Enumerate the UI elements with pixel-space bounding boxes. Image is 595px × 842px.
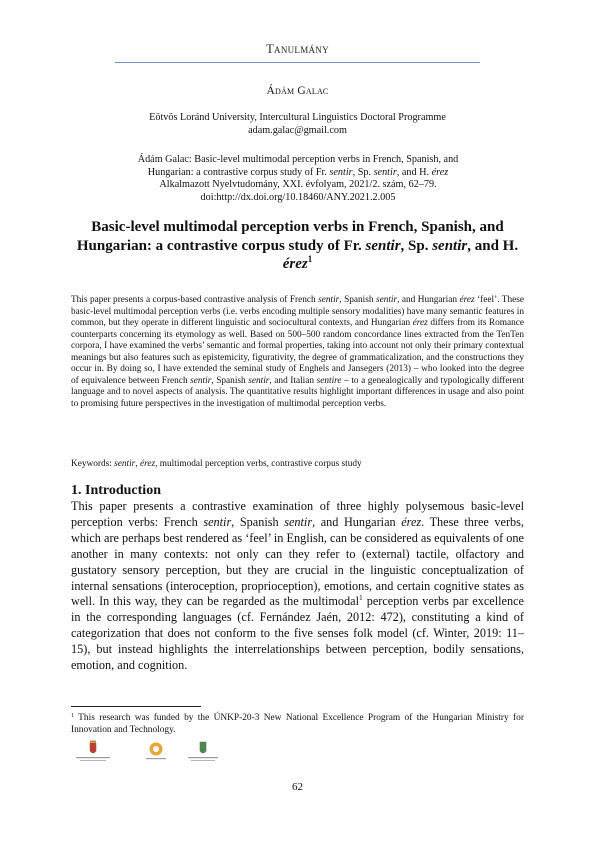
footnote-number: 1 bbox=[71, 713, 74, 719]
author-name: Ádám Galac bbox=[266, 85, 329, 97]
title-text: Basic-level multimodal perception verbs in French, Spanish, and Hungarian: a contrastive corpus study of Fr. bbox=[76, 219, 504, 254]
body-text: perception verbs par excellence in the corresponding languages (cf. Fernández Jaén, 2012: 472), constituting a kind of categorization that does not conform to the five senses folk model (cf. Winter, 2019: 11–15), but instead highlights the interrelationships between perception, bodily sensations, emotion, and cognition. bbox=[71, 594, 524, 673]
citation-term: érez bbox=[431, 166, 449, 178]
abstract-text: , Spanish bbox=[339, 295, 376, 305]
footnote-text: This research was funded by the ÚNKP-20-3 New National Excellence Program of the Hungarian Ministry for Innovation and Technology. bbox=[71, 713, 524, 736]
section-heading: 1. Introduction bbox=[71, 483, 161, 498]
body-text: , Spanish bbox=[231, 514, 285, 529]
body-term: sentir bbox=[203, 514, 232, 529]
abstract-text: , and Hungarian bbox=[397, 295, 460, 305]
abstract-text: ‘feel’. These basic-level multimodal perception verbs (i.e. verbs encoding multiple sensory modalities) have many semantic features in common, but they operate in different linguistic and sociocultural contexts, and Hungarian bbox=[71, 295, 524, 329]
keywords-label: Keywords: bbox=[71, 459, 115, 469]
nkfi-logo bbox=[188, 742, 218, 761]
body-text: This paper presents a contrastive examination of three highly polysemous basic-level perception verbs: French bbox=[71, 499, 524, 529]
citation-doi[interactable]: doi:http://dx.doi.org/10.18460/ANY.2021.2.005 bbox=[200, 192, 396, 204]
footnote bbox=[71, 712, 524, 736]
abstract-term: sentir bbox=[248, 375, 270, 386]
abstract-term: érez bbox=[412, 318, 428, 329]
abstract-term: sentire bbox=[316, 375, 342, 386]
keyword: érez bbox=[139, 459, 156, 469]
keywords-rest: , multimodal perception verbs, contrastive corpus study bbox=[155, 459, 362, 469]
title-text: , and H. bbox=[467, 237, 519, 254]
title-term: érez bbox=[282, 256, 308, 272]
footnote-mark[interactable]: 1 bbox=[359, 593, 363, 603]
affiliation-block bbox=[0, 112, 595, 137]
introduction-paragraph bbox=[71, 499, 524, 674]
citation-text: , and H. bbox=[396, 166, 432, 178]
header-rule bbox=[115, 62, 480, 63]
title-term: sentir bbox=[365, 237, 401, 254]
footnote-rule bbox=[71, 706, 201, 707]
title-footnote-mark[interactable]: 1 bbox=[307, 254, 313, 264]
citation-journal: Alkalmazott Nyelvtudomány, XXI. évfolyam, 2021/2. szám, 62–79. bbox=[159, 179, 437, 191]
citation-text: , Sp. bbox=[352, 166, 374, 178]
keyword-separator: , bbox=[135, 459, 140, 469]
keywords bbox=[71, 459, 524, 471]
abstract-term: érez bbox=[459, 295, 475, 305]
citation-term: sentir bbox=[373, 166, 397, 178]
body-term: sentir bbox=[284, 514, 313, 529]
author-email[interactable]: adam.galac@gmail.com bbox=[248, 124, 347, 136]
body-term: érez bbox=[401, 514, 422, 529]
affiliation: Eötvös Loránd University, Intercultural Linguistics Doctoral Programme bbox=[149, 112, 446, 123]
citation-text: Ádám Galac: Basic-level multimodal perception verbs in French, Spanish, and Hungarian: a contrastive corpus study of Fr. bbox=[137, 154, 459, 178]
funder-logos bbox=[72, 740, 272, 766]
citation-block bbox=[118, 154, 478, 205]
body-text: . These three verbs, which are perhaps best rendered as ‘feel’ in English, can be considered as equivalents of one another in many contexts: not only can they refer to (external) tactile, olfactory and gustatory sensory perception, but they are crucial in the linguistic conceptualization of internal sensations (interoception, proprioception), emotions, and certain cognitive states as well. In this way, they can be regarded as the multimodal bbox=[71, 514, 524, 609]
title-term: sentir bbox=[432, 237, 468, 254]
abstract-text: , and Italian bbox=[269, 375, 317, 386]
abstract-term: sentir bbox=[375, 295, 398, 305]
page-number: 62 bbox=[292, 781, 303, 793]
running-head: Tanulmány bbox=[266, 42, 329, 56]
title-text: , Sp. bbox=[400, 237, 433, 254]
unkp-logo bbox=[146, 743, 166, 760]
ministry-logo bbox=[76, 741, 110, 762]
abstract-term: sentir bbox=[190, 375, 212, 386]
citation-title bbox=[118, 154, 478, 179]
abstract-text: , Spanish bbox=[211, 375, 249, 386]
abstract-text: – to a genealogically and typologically different language and to novel aspects of analysis. The quantitative results highlight important differences in usage and also point to promising future perspectives in the investigation of multimodal perception verbs. bbox=[71, 375, 524, 409]
citation-term: sentir bbox=[329, 166, 353, 178]
abstract-term: sentir bbox=[318, 295, 340, 305]
paper-title bbox=[70, 218, 525, 274]
body-text: , and Hungarian bbox=[312, 514, 402, 529]
keyword: sentir bbox=[114, 459, 136, 469]
abstract-text: This paper presents a corpus-based contrastive analysis of French bbox=[71, 295, 319, 305]
abstract-text: differs from its Romance counterparts concerning its etymology as well. Based on 500–500 random concordance lines extracted from the TenTen corpora, I have examined the verbs’ semantic and formal properties, taking into account not only their primary contextual meanings but also features such as epistemicity, figurativity, the degree of grammaticalization, and the constructions they occur in. By doing so, I have extended the seminal study of Enghels and Jansegers (2013) – who looked into the degree of equivalence between French bbox=[71, 318, 525, 386]
abstract bbox=[71, 295, 524, 410]
